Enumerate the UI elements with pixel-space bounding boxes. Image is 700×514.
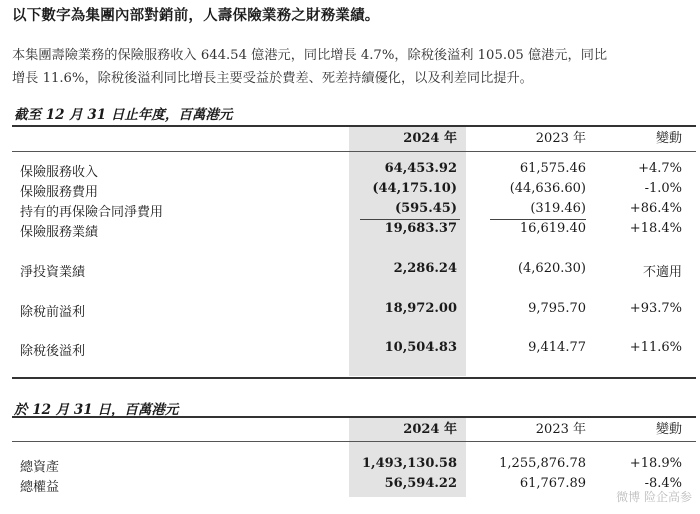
page-heading: 以下數字為集團內部對銷前，人壽保險業務之財務業績。 — [12, 8, 380, 24]
table2-top-rule — [12, 416, 696, 418]
table1-header-2023: 2023 年 — [535, 131, 586, 146]
table1-row-label: 淨投資業績 — [20, 265, 86, 280]
table1-row-label: 保險服務費用 — [20, 185, 99, 200]
table1-row-2023: (4,620.30) — [517, 261, 586, 276]
table2-row-change: +18.9% — [629, 456, 682, 471]
table1-row-label: 保險服務業績 — [20, 225, 99, 240]
table2-row-2024: 56,594.22 — [384, 476, 457, 491]
table1-header-rule — [12, 151, 696, 152]
table1-row-change: +11.6% — [629, 340, 682, 355]
table1-top-rule — [12, 125, 696, 127]
table2-title: 於 12 月 31 日，百萬港元 — [14, 402, 179, 418]
table1-row-2024: 64,453.92 — [384, 161, 457, 176]
table1-header-change: 變動 — [655, 131, 682, 146]
table1-row-2024: (595.45) — [394, 201, 457, 216]
table2-row-2023: 61,767.89 — [519, 476, 586, 491]
table2-header-change: 變動 — [655, 422, 682, 437]
table1-row-label: 持有的再保險合同淨費用 — [20, 205, 164, 220]
table1-row-2023: (319.46) — [530, 201, 586, 216]
table2-header-2023: 2023 年 — [535, 422, 586, 437]
table1-row-change: 不適用 — [642, 265, 682, 280]
table2-row-2024: 1,493,130.58 — [362, 456, 457, 471]
table2-header-rule — [12, 441, 696, 442]
table1-row-2023: (44,636.60) — [509, 181, 586, 196]
table1-row-2024: 10,504.83 — [384, 340, 457, 355]
table1-bottom-rule — [12, 377, 696, 379]
table1-header-2024: 2024 年 — [403, 131, 457, 146]
table1-title: 截至 12 月 31 日止年度，百萬港元 — [14, 107, 233, 123]
table1-row-label: 除稅後溢利 — [20, 344, 86, 359]
table1-row-2023: 9,795.70 — [528, 301, 586, 316]
table1-row-change: -1.0% — [644, 181, 682, 196]
table1-row-2024: 19,683.37 — [384, 221, 457, 236]
summary-paragraph — [12, 44, 696, 90]
table1-row-2024: 2,286.24 — [393, 261, 457, 276]
table1-row-change: +4.7% — [638, 161, 682, 176]
table1-row-label: 保險服務收入 — [20, 165, 99, 180]
table1-row-change: +93.7% — [629, 301, 682, 316]
table2-row-2023: 1,255,876.78 — [499, 456, 586, 471]
table1-row-2023: 16,619.40 — [519, 221, 586, 236]
table2-row-label: 總資產 — [20, 460, 60, 475]
table1-row-change: +18.4% — [629, 221, 682, 236]
summary-line-1: 本集團壽險業務的保險服務收入 644.54 億港元，同比增長 4.7%，除稅後溢利 105.05 億港元，同比 — [12, 48, 608, 63]
table1-row-2023: 61,575.46 — [519, 161, 586, 176]
table2-row-label: 總權益 — [20, 480, 60, 495]
subtotal-underline-2023 — [490, 219, 586, 220]
subtotal-underline-2024 — [360, 219, 460, 220]
table1-row-2024: 18,972.00 — [384, 301, 457, 316]
table1-row-change: +86.4% — [629, 201, 682, 216]
weibo-watermark: 微博 险企高参 — [616, 490, 692, 504]
table1-row-2024: (44,175.10) — [372, 181, 457, 196]
table1-row-2023: 9,414.77 — [528, 340, 586, 355]
table1-row-label: 除稅前溢利 — [20, 305, 86, 320]
table2-row-change: -8.4% — [644, 476, 682, 491]
summary-line-2: 增長 11.6%，除稅後溢利同比增長主要受益於費差、死差持續優化，以及利差同比提升。 — [12, 71, 533, 86]
table2-header-2024: 2024 年 — [403, 422, 457, 437]
